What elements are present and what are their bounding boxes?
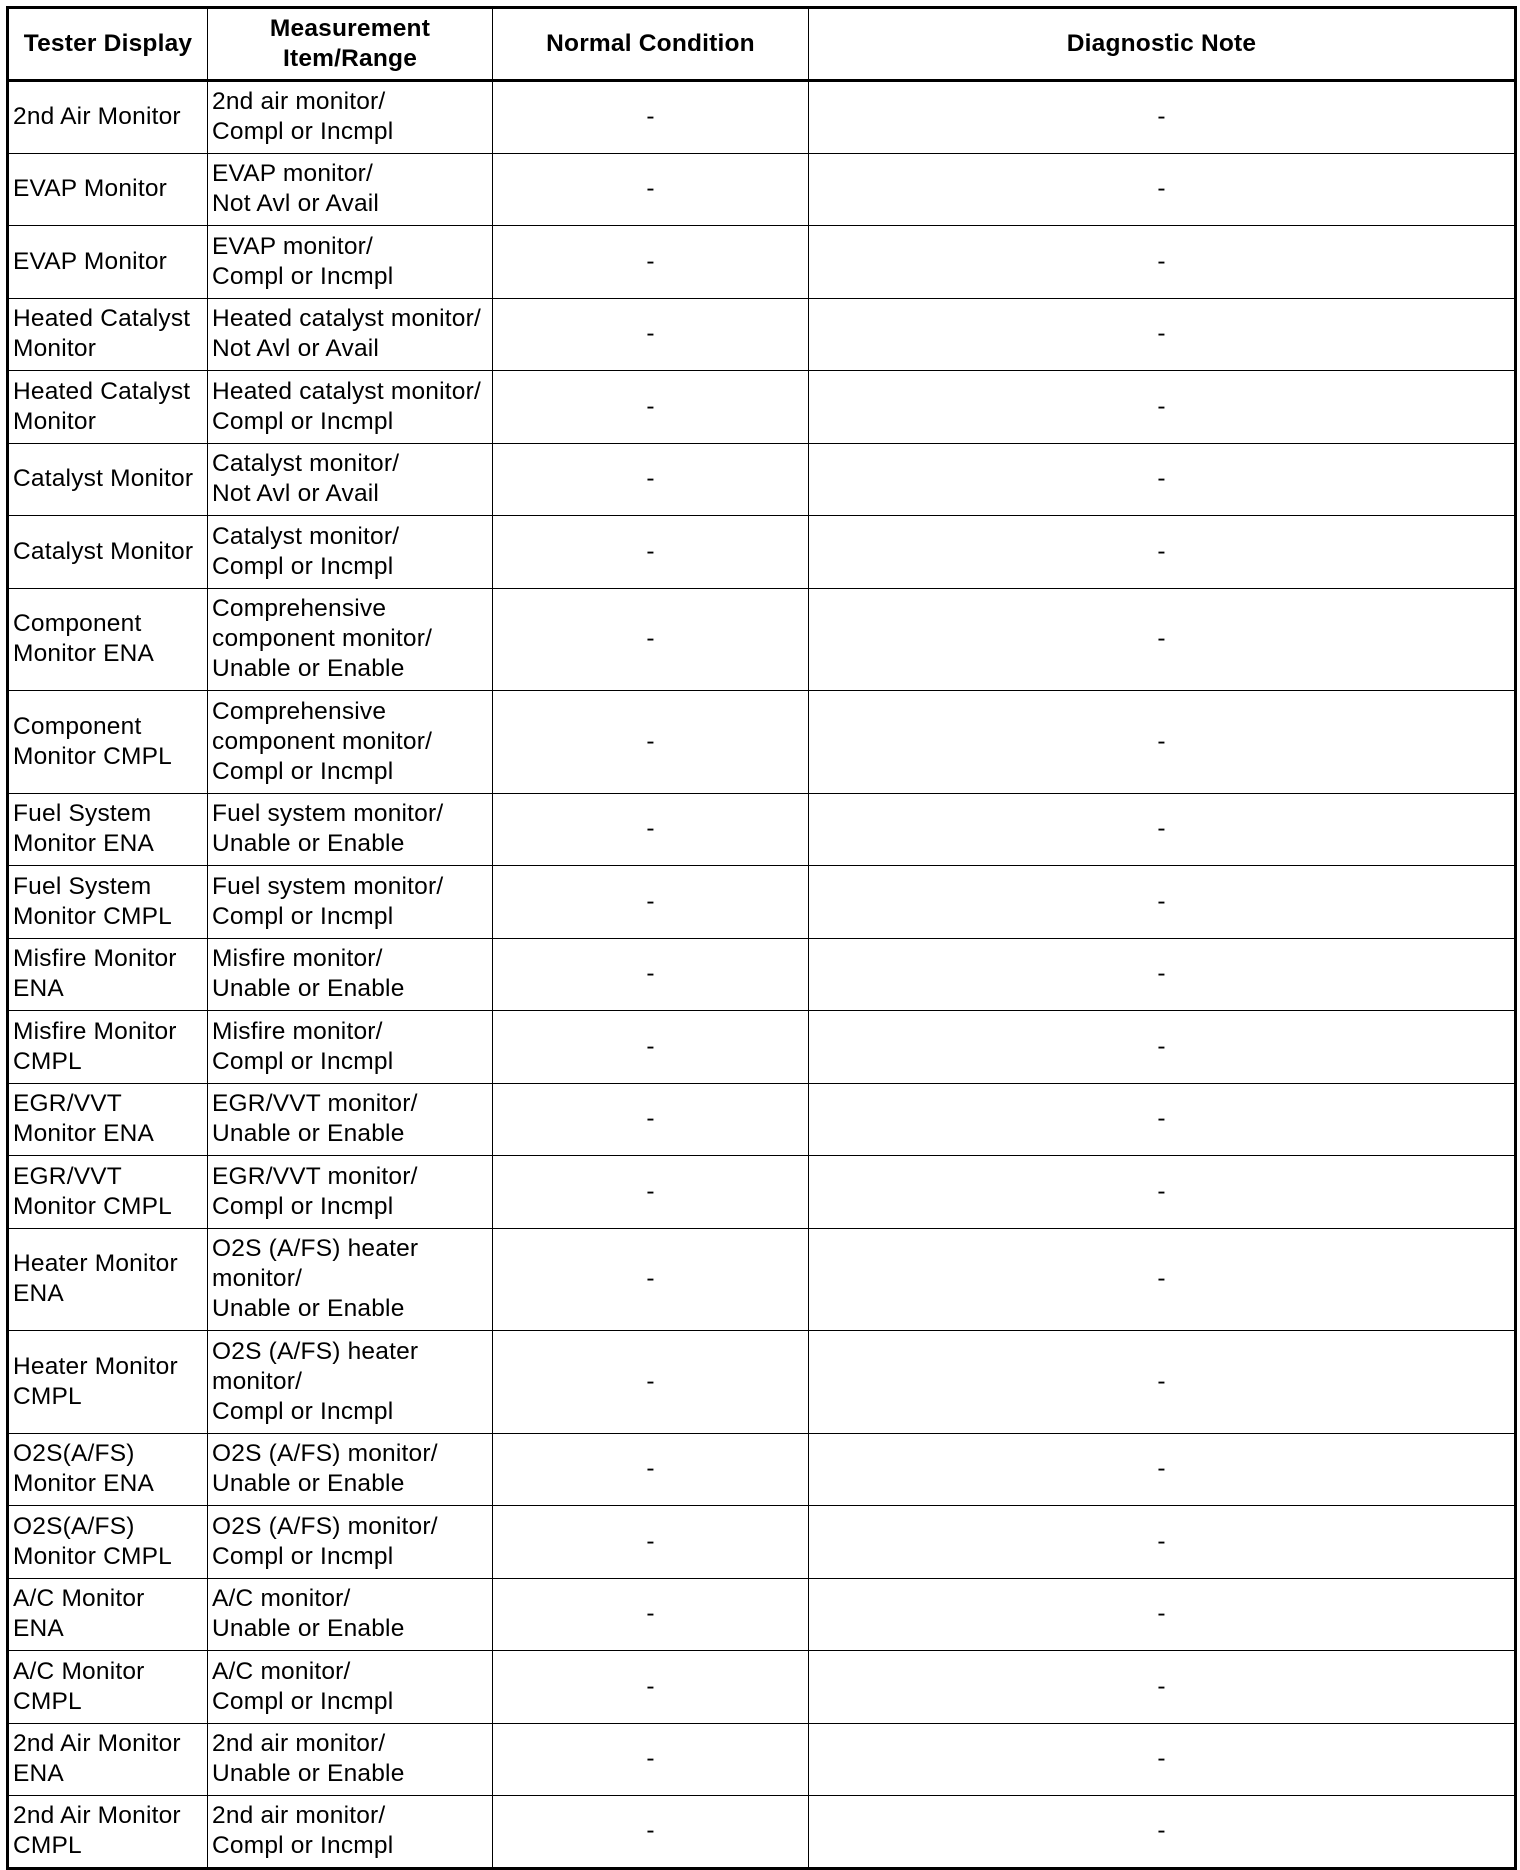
- table-body: [8, 81, 1516, 1869]
- tester-display-line: EVAP Monitor: [13, 247, 168, 275]
- cell-tester-display: [8, 298, 208, 371]
- cell-diagnostic-note: -: [809, 1156, 1516, 1229]
- cell-normal-condition: -: [493, 443, 809, 516]
- table-row: [8, 1651, 1516, 1724]
- cell-diagnostic-note: -: [809, 1506, 1516, 1579]
- tester-display-line: Monitor: [13, 407, 97, 435]
- measurement-item-line: Not Avl or Avail: [212, 480, 380, 508]
- measurement-item-line: Fuel system monitor/: [212, 872, 444, 900]
- tester-display-line: Heater Monitor: [13, 1352, 178, 1380]
- tester-display-line: Heated Catalyst: [13, 377, 191, 405]
- header-diagnostic-note: Diagnostic Note: [809, 8, 1516, 81]
- cell-normal-condition: -: [493, 516, 809, 589]
- cell-tester-display: [8, 1156, 208, 1229]
- measurement-item-line: Misfire monitor/: [212, 1017, 383, 1045]
- measurement-item-line: Unable or Enable: [212, 1470, 405, 1498]
- tester-display-line: Heater Monitor: [13, 1250, 178, 1278]
- cell-tester-display: [8, 1083, 208, 1156]
- header-row: [8, 8, 1516, 81]
- measurement-item-line: Compl or Incmpl: [212, 1397, 394, 1425]
- tester-display-line: Monitor CMPL: [13, 1192, 172, 1220]
- cell-tester-display: [8, 793, 208, 866]
- cell-tester-display: [8, 588, 208, 691]
- tester-display-line: Monitor ENA: [13, 1470, 155, 1498]
- table-row: [8, 938, 1516, 1011]
- cell-tester-display: [8, 1011, 208, 1084]
- measurement-item-line: Comprehensive: [212, 595, 387, 623]
- cell-diagnostic-note: -: [809, 516, 1516, 589]
- tester-display-line: Monitor CMPL: [13, 1542, 172, 1570]
- measurement-item-line: Unable or Enable: [212, 975, 405, 1003]
- tester-display-line: CMPL: [13, 1382, 82, 1410]
- cell-measurement-item: [208, 1723, 493, 1796]
- table-row: [8, 588, 1516, 691]
- cell-measurement-item: [208, 1578, 493, 1651]
- header-measurement-item: Measurement Item/Range: [208, 8, 493, 81]
- tester-display-line: 2nd Air Monitor: [13, 103, 181, 131]
- tester-display-line: O2S(A/FS): [13, 1440, 135, 1468]
- cell-measurement-item: [208, 1796, 493, 1869]
- measurement-item-line: Unable or Enable: [212, 1760, 405, 1788]
- table-row: [8, 443, 1516, 516]
- cell-tester-display: [8, 866, 208, 939]
- cell-tester-display: [8, 443, 208, 516]
- cell-measurement-item: [208, 1331, 493, 1434]
- cell-diagnostic-note: -: [809, 588, 1516, 691]
- table-row: [8, 1011, 1516, 1084]
- measurement-item-line: Compl or Incmpl: [212, 1542, 394, 1570]
- cell-diagnostic-note: -: [809, 1083, 1516, 1156]
- cell-normal-condition: -: [493, 153, 809, 226]
- measurement-item-line: Catalyst monitor/: [212, 450, 400, 478]
- table-row: [8, 371, 1516, 444]
- tester-display-line: O2S(A/FS): [13, 1512, 135, 1540]
- tester-display-line: Heated Catalyst: [13, 305, 191, 333]
- measurement-item-line: 2nd air monitor/: [212, 1730, 386, 1758]
- table-row: [8, 1083, 1516, 1156]
- measurement-item-line: EVAP monitor/: [212, 160, 374, 188]
- table-row: [8, 1578, 1516, 1651]
- tester-display-line: CMPL: [13, 1047, 82, 1075]
- table-row: [8, 153, 1516, 226]
- measurement-item-line: component monitor/: [212, 727, 433, 755]
- tester-display-line: Monitor ENA: [13, 640, 155, 668]
- cell-tester-display: [8, 1331, 208, 1434]
- cell-measurement-item: [208, 371, 493, 444]
- tester-display-line: Monitor ENA: [13, 830, 155, 858]
- measurement-item-line: Compl or Incmpl: [212, 407, 394, 435]
- tester-display-line: A/C Monitor: [13, 1657, 145, 1685]
- cell-measurement-item: [208, 1651, 493, 1724]
- measurement-item-line: O2S (A/FS) monitor/: [212, 1440, 438, 1468]
- table-row: [8, 793, 1516, 866]
- cell-tester-display: [8, 691, 208, 794]
- cell-tester-display: [8, 371, 208, 444]
- measurement-item-line: Unable or Enable: [212, 1295, 405, 1323]
- table-row: [8, 1156, 1516, 1229]
- cell-measurement-item: [208, 1228, 493, 1331]
- table-row: [8, 866, 1516, 939]
- measurement-item-line: EGR/VVT monitor/: [212, 1090, 418, 1118]
- cell-normal-condition: -: [493, 226, 809, 299]
- tester-display-line: 2nd Air Monitor: [13, 1802, 181, 1830]
- table-row: [8, 226, 1516, 299]
- cell-measurement-item: [208, 226, 493, 299]
- cell-normal-condition: -: [493, 81, 809, 154]
- cell-tester-display: [8, 1433, 208, 1506]
- tester-display-line: ENA: [13, 1760, 64, 1788]
- tester-display-line: Catalyst Monitor: [13, 465, 194, 493]
- measurement-item-line: Not Avl or Avail: [212, 190, 380, 218]
- cell-normal-condition: -: [493, 1506, 809, 1579]
- tester-display-line: ENA: [13, 1280, 64, 1308]
- measurement-item-line: Unable or Enable: [212, 1615, 405, 1643]
- cell-tester-display: [8, 938, 208, 1011]
- tester-display-line: Monitor CMPL: [13, 902, 172, 930]
- cell-normal-condition: -: [493, 938, 809, 1011]
- table-row: [8, 298, 1516, 371]
- measurement-item-line: Heated catalyst monitor/: [212, 305, 481, 333]
- cell-tester-display: [8, 1723, 208, 1796]
- table-row: [8, 1723, 1516, 1796]
- tester-display-line: CMPL: [13, 1832, 82, 1860]
- cell-measurement-item: [208, 793, 493, 866]
- monitor-data-table: [6, 6, 1517, 1870]
- cell-diagnostic-note: -: [809, 371, 1516, 444]
- cell-tester-display: [8, 1796, 208, 1869]
- cell-normal-condition: -: [493, 1156, 809, 1229]
- cell-normal-condition: -: [493, 1723, 809, 1796]
- table-row: [8, 1228, 1516, 1331]
- tester-display-line: 2nd Air Monitor: [13, 1730, 181, 1758]
- cell-normal-condition: -: [493, 1651, 809, 1724]
- cell-measurement-item: [208, 938, 493, 1011]
- cell-measurement-item: [208, 1506, 493, 1579]
- measurement-item-line: Compl or Incmpl: [212, 552, 394, 580]
- cell-measurement-item: [208, 516, 493, 589]
- cell-measurement-item: [208, 81, 493, 154]
- cell-normal-condition: -: [493, 1331, 809, 1434]
- cell-tester-display: [8, 226, 208, 299]
- measurement-item-line: A/C monitor/: [212, 1585, 351, 1613]
- tester-display-line: EVAP Monitor: [13, 175, 168, 203]
- measurement-item-line: Unable or Enable: [212, 655, 405, 683]
- cell-diagnostic-note: -: [809, 226, 1516, 299]
- measurement-item-line: monitor/: [212, 1367, 303, 1395]
- cell-diagnostic-note: -: [809, 1651, 1516, 1724]
- tester-display-line: Component: [13, 610, 142, 638]
- header-normal-condition: Normal Condition: [493, 8, 809, 81]
- tester-display-line: ENA: [13, 1615, 64, 1643]
- cell-measurement-item: [208, 443, 493, 516]
- measurement-item-line: Fuel system monitor/: [212, 800, 444, 828]
- cell-tester-display: [8, 1228, 208, 1331]
- measurement-item-line: Compl or Incmpl: [212, 757, 394, 785]
- table-row: [8, 1433, 1516, 1506]
- cell-diagnostic-note: -: [809, 153, 1516, 226]
- cell-measurement-item: [208, 866, 493, 939]
- measurement-item-line: Catalyst monitor/: [212, 522, 400, 550]
- measurement-item-line: A/C monitor/: [212, 1657, 351, 1685]
- cell-diagnostic-note: -: [809, 1796, 1516, 1869]
- tester-display-line: ENA: [13, 975, 64, 1003]
- measurement-item-line: Compl or Incmpl: [212, 1832, 394, 1860]
- cell-tester-display: [8, 1651, 208, 1724]
- cell-diagnostic-note: -: [809, 938, 1516, 1011]
- measurement-item-line: Unable or Enable: [212, 1120, 405, 1148]
- cell-diagnostic-note: -: [809, 866, 1516, 939]
- measurement-item-line: Compl or Incmpl: [212, 1047, 394, 1075]
- measurement-item-line: Compl or Incmpl: [212, 262, 394, 290]
- cell-diagnostic-note: -: [809, 691, 1516, 794]
- tester-display-line: Misfire Monitor: [13, 945, 177, 973]
- table-row: [8, 516, 1516, 589]
- cell-diagnostic-note: -: [809, 443, 1516, 516]
- cell-measurement-item: [208, 153, 493, 226]
- cell-normal-condition: -: [493, 793, 809, 866]
- table-row: [8, 1796, 1516, 1869]
- cell-tester-display: [8, 516, 208, 589]
- cell-measurement-item: [208, 298, 493, 371]
- measurement-item-line: Heated catalyst monitor/: [212, 377, 481, 405]
- tester-display-line: Catalyst Monitor: [13, 537, 194, 565]
- tester-display-line: Fuel System: [13, 872, 152, 900]
- measurement-item-line: 2nd air monitor/: [212, 88, 386, 116]
- measurement-item-line: Unable or Enable: [212, 830, 405, 858]
- measurement-item-line: Compl or Incmpl: [212, 902, 394, 930]
- cell-normal-condition: -: [493, 1433, 809, 1506]
- cell-tester-display: [8, 1506, 208, 1579]
- tester-display-line: EGR/VVT: [13, 1162, 122, 1190]
- cell-normal-condition: -: [493, 866, 809, 939]
- header-tester-display: Tester Display: [8, 8, 208, 81]
- tester-display-line: Monitor: [13, 335, 97, 363]
- cell-normal-condition: -: [493, 588, 809, 691]
- cell-diagnostic-note: -: [809, 1578, 1516, 1651]
- cell-normal-condition: -: [493, 1083, 809, 1156]
- cell-tester-display: [8, 1578, 208, 1651]
- cell-measurement-item: [208, 1433, 493, 1506]
- table-header: [8, 8, 1516, 81]
- cell-normal-condition: -: [493, 1796, 809, 1869]
- measurement-item-line: monitor/: [212, 1265, 303, 1293]
- cell-diagnostic-note: -: [809, 793, 1516, 866]
- measurement-item-line: Compl or Incmpl: [212, 1687, 394, 1715]
- tester-display-line: Misfire Monitor: [13, 1017, 177, 1045]
- table-row: [8, 81, 1516, 154]
- measurement-item-line: Comprehensive: [212, 697, 387, 725]
- cell-diagnostic-note: -: [809, 298, 1516, 371]
- cell-diagnostic-note: -: [809, 1723, 1516, 1796]
- tester-display-line: EGR/VVT: [13, 1090, 122, 1118]
- cell-diagnostic-note: -: [809, 1331, 1516, 1434]
- cell-diagnostic-note: -: [809, 81, 1516, 154]
- tester-display-line: Fuel System: [13, 800, 152, 828]
- measurement-item-line: Misfire monitor/: [212, 945, 383, 973]
- tester-display-line: A/C Monitor: [13, 1585, 145, 1613]
- cell-normal-condition: -: [493, 1578, 809, 1651]
- measurement-item-line: O2S (A/FS) heater: [212, 1337, 419, 1365]
- cell-normal-condition: -: [493, 1228, 809, 1331]
- table-row: [8, 691, 1516, 794]
- measurement-item-line: O2S (A/FS) heater: [212, 1235, 419, 1263]
- table-row: [8, 1506, 1516, 1579]
- cell-diagnostic-note: -: [809, 1228, 1516, 1331]
- cell-tester-display: [8, 153, 208, 226]
- measurement-item-line: component monitor/: [212, 625, 433, 653]
- cell-measurement-item: [208, 1083, 493, 1156]
- measurement-item-line: EGR/VVT monitor/: [212, 1162, 418, 1190]
- measurement-item-line: 2nd air monitor/: [212, 1802, 386, 1830]
- cell-measurement-item: [208, 588, 493, 691]
- tester-display-line: CMPL: [13, 1687, 82, 1715]
- cell-normal-condition: -: [493, 1011, 809, 1084]
- measurement-item-line: Compl or Incmpl: [212, 1192, 394, 1220]
- measurement-item-line: Compl or Incmpl: [212, 118, 394, 146]
- tester-display-line: Monitor CMPL: [13, 742, 172, 770]
- cell-measurement-item: [208, 691, 493, 794]
- cell-diagnostic-note: -: [809, 1433, 1516, 1506]
- measurement-item-line: Not Avl or Avail: [212, 335, 380, 363]
- cell-diagnostic-note: -: [809, 1011, 1516, 1084]
- cell-measurement-item: [208, 1011, 493, 1084]
- cell-normal-condition: -: [493, 298, 809, 371]
- tester-display-line: Monitor ENA: [13, 1120, 155, 1148]
- cell-normal-condition: -: [493, 371, 809, 444]
- measurement-item-line: O2S (A/FS) monitor/: [212, 1512, 438, 1540]
- tester-display-line: Component: [13, 712, 142, 740]
- cell-normal-condition: -: [493, 691, 809, 794]
- cell-measurement-item: [208, 1156, 493, 1229]
- cell-tester-display: [8, 81, 208, 154]
- table-row: [8, 1331, 1516, 1434]
- measurement-item-line: EVAP monitor/: [212, 232, 374, 260]
